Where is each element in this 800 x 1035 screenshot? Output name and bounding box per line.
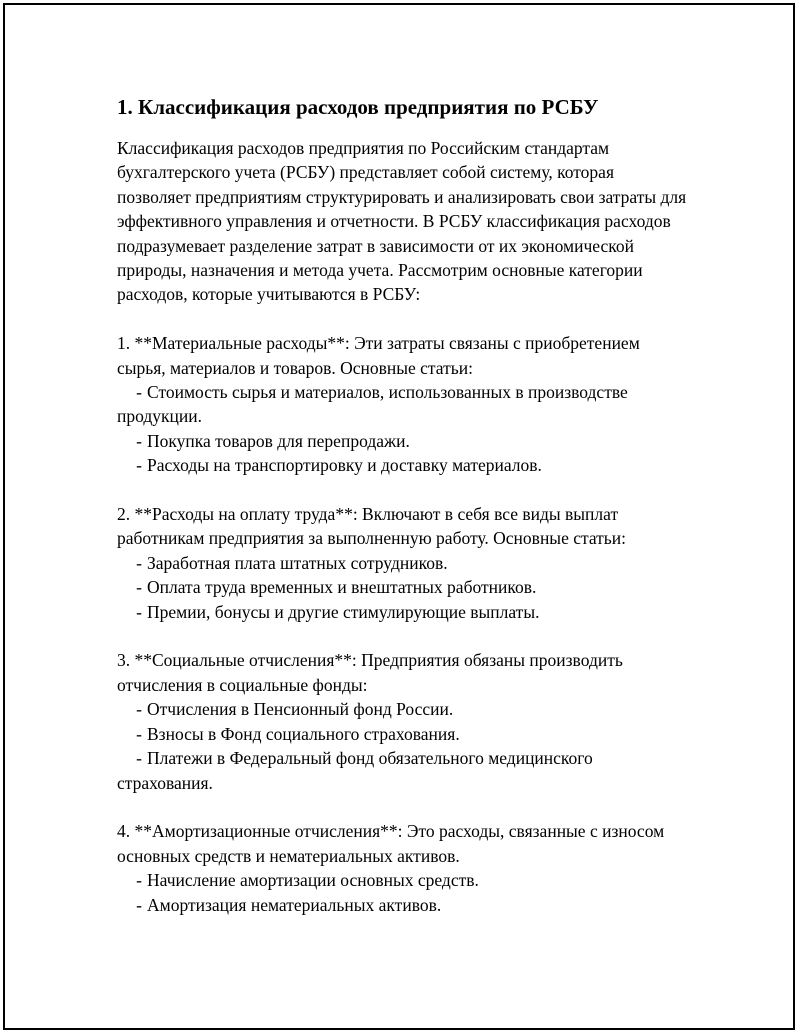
category-intro: 1. **Материальные расходы**: Эти затраты связаны с приобретением сырья, материалов и товаров. Основные статьи: — [117, 333, 640, 378]
list-item — [117, 575, 687, 599]
intro-paragraph: Классификация расходов предприятия по Российским стандартам бухгалтерского учета (РСБУ) представляет собой систему, которая позволяет предприятиям структурировать и анализировать свои затраты для эффективного управления и отчетности. В РСБУ классификация расходов подразумевает разделение затрат в зависимости от их экономической природы, назначения и метода учета. Рассмотрим основные категории расходов, которые учитываются в РСБУ: — [117, 138, 687, 305]
list-item-text: Расходы на транспортировку и доставку материалов. — [147, 455, 542, 476]
list-item — [117, 697, 687, 721]
bullet-marker: - — [136, 577, 142, 598]
bullet-marker: - — [136, 601, 142, 622]
list-item — [117, 893, 687, 917]
list-item — [117, 380, 687, 429]
list-item-text: Начисление амортизации основных средств. — [147, 870, 479, 891]
list-item-text: Покупка товаров для перепродажи. — [147, 430, 410, 451]
bullet-marker: - — [136, 748, 142, 769]
bullet-marker: - — [136, 870, 142, 891]
list-item — [117, 551, 687, 575]
list-item-text: Оплата труда временных и внештатных работников. — [147, 577, 537, 598]
document-body — [117, 94, 687, 941]
category-intro: 2. **Расходы на оплату труда**: Включают в себя все виды выплат работникам предприятия за выполненную работу. Основные статьи: — [117, 504, 627, 549]
bullet-marker: - — [136, 382, 142, 403]
section-heading: 1. Классификация расходов предприятия по РСБУ — [117, 95, 599, 119]
list-item — [117, 453, 687, 477]
bullet-marker: - — [136, 552, 142, 573]
bullet-marker: - — [136, 455, 142, 476]
list-item — [117, 600, 687, 624]
bullet-marker: - — [136, 430, 142, 451]
list-item-text: Заработная плата штатных сотрудников. — [147, 552, 448, 573]
list-item-text: Амортизация нематериальных активов. — [147, 894, 442, 915]
expense-category-social — [117, 648, 687, 794]
list-item-text: Взносы в Фонд социального страхования. — [147, 723, 460, 744]
bullet-marker: - — [136, 723, 142, 744]
bullet-marker: - — [136, 699, 142, 720]
list-item — [117, 868, 687, 892]
list-item-text: Премии, бонусы и другие стимулирующие выплаты. — [147, 601, 540, 622]
category-intro: 3. **Социальные отчисления**: Предприятия обязаны производить отчисления в социальные фонды: — [117, 650, 623, 695]
list-item — [117, 746, 687, 795]
list-item — [117, 722, 687, 746]
bullet-marker: - — [136, 894, 142, 915]
list-item-text: Платежи в Федеральный фонд обязательного медицинского страхования. — [117, 748, 593, 793]
expense-category-materials — [117, 331, 687, 477]
expense-category-depreciation — [117, 819, 687, 917]
category-intro: 4. **Амортизационные отчисления**: Это расходы, связанные с износом основных средств и нематериальных активов. — [117, 821, 665, 866]
list-item-text: Отчисления в Пенсионный фонд России. — [147, 699, 454, 720]
list-item — [117, 429, 687, 453]
expense-category-labor — [117, 502, 687, 624]
list-item-text: Стоимость сырья и материалов, использованных в производстве продукции. — [117, 382, 628, 427]
